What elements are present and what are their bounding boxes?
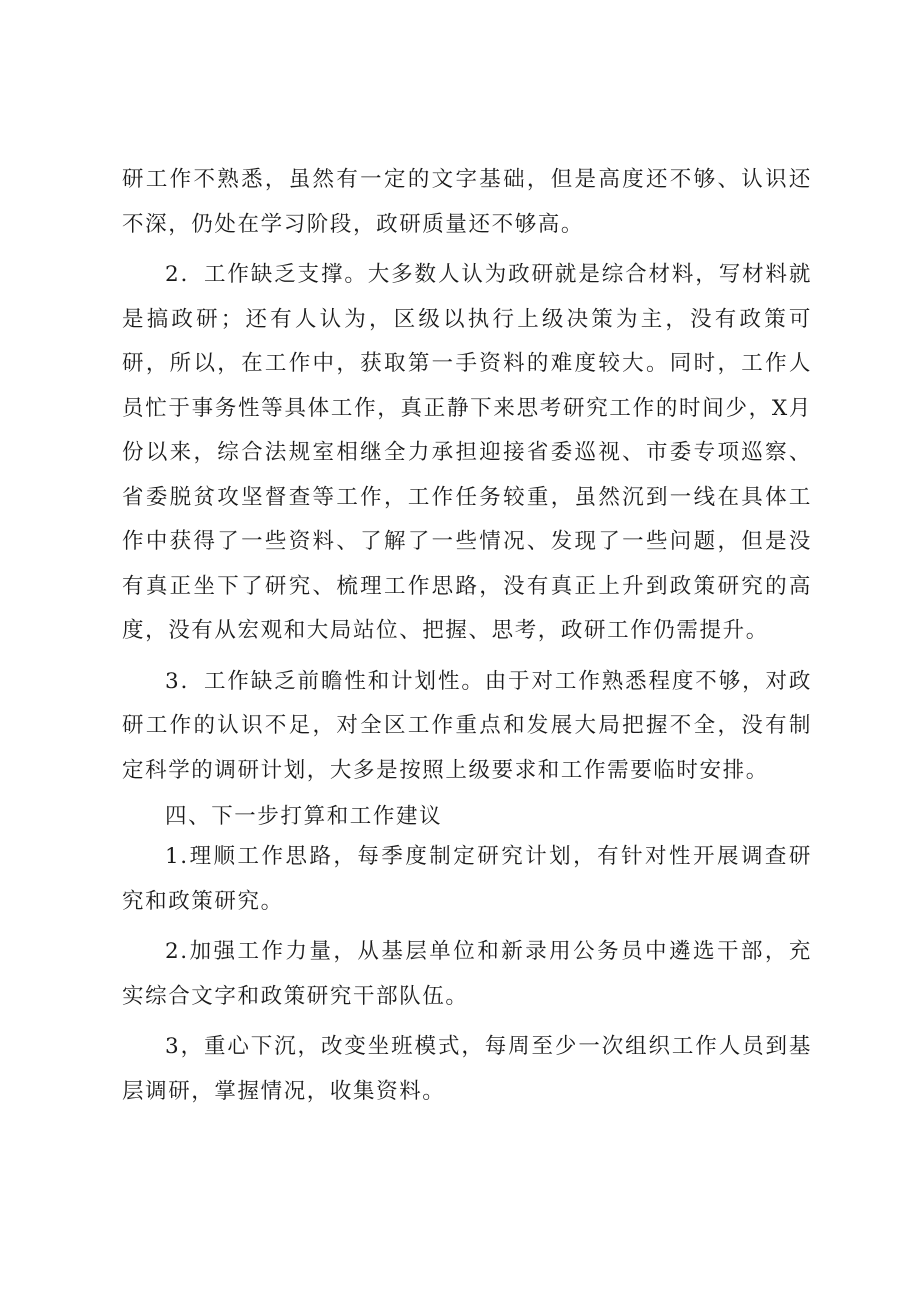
paragraph-item-3: 3．工作缺乏前瞻性和计划性。由于对工作熟悉程度不够，对政研工作的认识不足，对全区工作重点和发展大局把握不全，没有制定科学的调研计划，大多是按照上级要求和工作需要临时安排。 xyxy=(122,668,812,783)
paragraph-continued: 研工作不熟悉，虽然有一定的文字基础，但是高度还不够、认识还不深，仍处在学习阶段，政研质量还不够高。 xyxy=(122,167,812,237)
paragraph-item-2: 2．工作缺乏支撑。大多数人认为政研就是综合材料，写材料就是搞政研；还有人认为，区级以执行上级决策为主，没有政策可研，所以，在工作中，获取第一手资料的难度较大。同时，工作人员忙于事务性等具体工作，真正静下来思考研究工作的时间少，X月份以来，综合法规室相继全力承担迎接省委巡视、市委专项巡察、省委脱贫攻坚督查等工作，工作任务较重，虽然沉到一线在具体工作中获得了一些资料、了解了一些情况、发现了一些问题，但是没有真正坐下了研究、梳理工作思路，没有真正上升到政策研究的高度，没有从宏观和大局站位、把握、思考，政研工作仍需提升。 xyxy=(122,262,812,643)
document-body xyxy=(122,158,812,1114)
suggestion-item-1: 1.理顺工作思路，每季度制定研究计划，有针对性开展调查研究和政策研究。 xyxy=(122,844,812,914)
suggestion-item-3: 3，重心下沉，改变坐班模式，每周至少一次组织工作人员到基层调研，掌握情况，收集资料。 xyxy=(122,1034,812,1104)
section-heading: 四、下一步打算和工作建议 xyxy=(165,804,443,829)
suggestion-item-2: 2.加强工作力量，从基层单位和新录用公务员中遴选干部，充实综合文字和政策研究干部队伍。 xyxy=(122,939,812,1009)
